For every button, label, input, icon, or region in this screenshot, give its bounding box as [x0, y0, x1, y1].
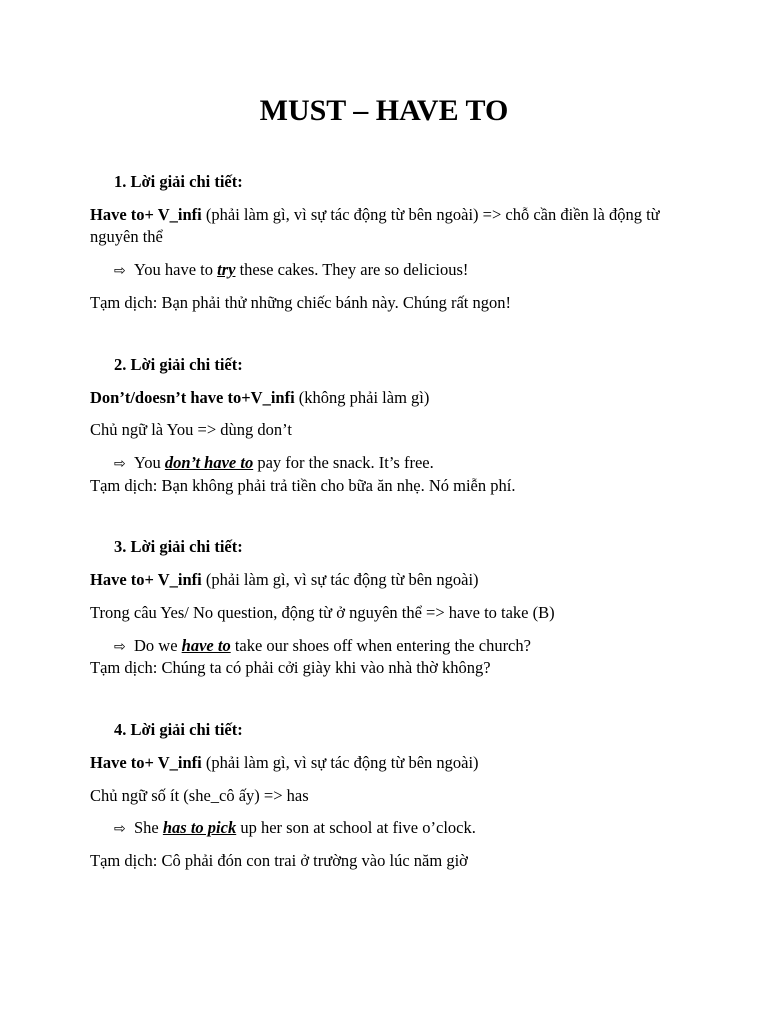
section-1-example-key: try	[217, 260, 236, 279]
section-2-rule-bold: Don’t/doesn’t have to+V_infi	[90, 388, 295, 407]
section-4-example-pre: She	[134, 818, 163, 837]
section-3-rule-text: (phải làm gì, vì sự tác động từ bên ngoài)	[201, 570, 479, 589]
section-2-heading: 2. Lời giải chi tiết:	[114, 355, 243, 374]
section-4-heading: 4. Lời giải chi tiết:	[114, 720, 243, 739]
section-1-rule-text: (phải làm gì, vì sự tác động từ bên ngoài) => chỗ cần điền là động từ nguyên thể	[90, 205, 660, 246]
section-2-rule-text: (không phải làm gì)	[294, 388, 430, 407]
arrow-right-icon: ⇨	[114, 456, 126, 472]
section-1-heading: 1. Lời giải chi tiết:	[114, 172, 243, 191]
section-4-note: Chủ ngữ số ít (she_cô ấy) => has	[90, 786, 309, 805]
page-title: MUST – HAVE TO	[259, 94, 509, 127]
section-4-rule-text: (phải làm gì, vì sự tác động từ bên ngoài)	[201, 753, 479, 772]
section-3-example-pre: Do we	[134, 636, 182, 655]
arrow-right-icon: ⇨	[114, 639, 126, 655]
section-3-translation: Tạm dịch: Chúng ta có phải cởi giày khi vào nhà thờ không?	[90, 658, 491, 677]
arrow-right-icon: ⇨	[114, 263, 126, 279]
section-3-example	[114, 636, 714, 657]
section-1-example	[114, 260, 714, 281]
arrow-right-icon: ⇨	[114, 821, 126, 837]
section-4-example-key: has to pick	[162, 818, 237, 837]
section-3-example-key: have to	[181, 636, 231, 655]
section-2-translation: Tạm dịch: Bạn không phải trả tiền cho bữa ăn nhẹ. Nó miễn phí.	[90, 476, 516, 495]
section-4-rule-bold: Have to+ V_infi	[90, 753, 202, 772]
section-3-rule	[90, 570, 690, 590]
section-1-example-pre: You have to	[134, 260, 218, 279]
section-4-example-post: up her son at school at five o’clock.	[236, 818, 476, 837]
section-2-note: Chủ ngữ là You => dùng don’t	[90, 420, 292, 439]
section-2-example	[114, 453, 714, 474]
section-2-example-post: pay for the snack. It’s free.	[253, 453, 434, 472]
section-3-example-post: take our shoes off when entering the church?	[230, 636, 531, 655]
section-4-rule	[90, 753, 690, 773]
section-1-translation: Tạm dịch: Bạn phải thử những chiếc bánh này. Chúng rất ngon!	[90, 293, 511, 312]
section-3-rule-bold: Have to+ V_infi	[90, 570, 202, 589]
section-4-example	[114, 818, 714, 839]
section-3-heading: 3. Lời giải chi tiết:	[114, 537, 243, 556]
section-3-note: Trong câu Yes/ No question, động từ ở nguyên thể => have to take (B)	[90, 603, 555, 622]
section-2-rule	[90, 388, 690, 408]
section-1-example-post: these cakes. They are so delicious!	[235, 260, 469, 279]
section-4-translation: Tạm dịch: Cô phải đón con trai ở trường vào lúc năm giờ	[90, 851, 468, 870]
section-2-example-pre: You	[134, 453, 165, 472]
section-2-example-key: don’t have to	[164, 453, 254, 472]
section-1-rule	[90, 204, 660, 248]
section-1-rule-bold: Have to+ V_infi	[90, 205, 202, 224]
